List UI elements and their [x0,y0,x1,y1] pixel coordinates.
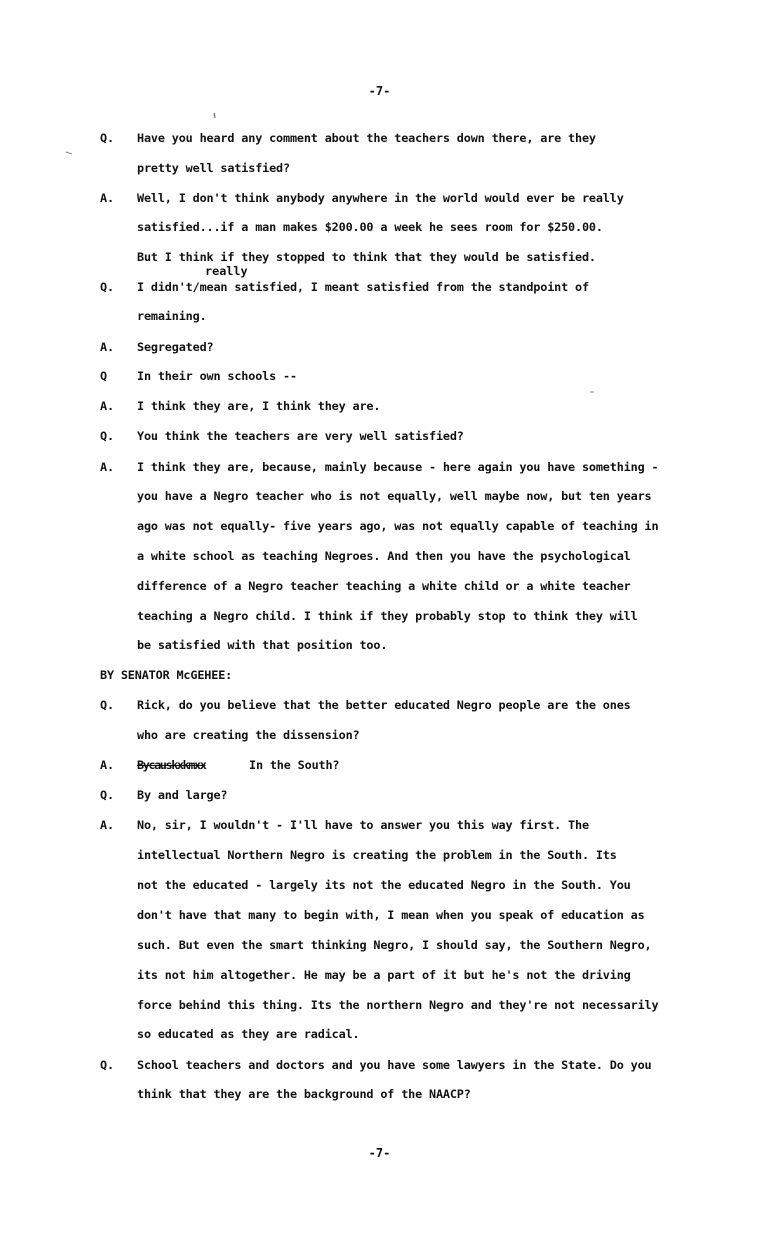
page-number-top: -7- [368,84,391,98]
transcript-line: By and large? [137,788,228,802]
transcript-line: force behind this thing. Its the northern Negro and they're not necessarily [137,998,659,1012]
transcript-line: think that they are the background of the NAACP? [137,1087,471,1101]
transcript-line: No, sir, I wouldn't - I'll have to answer you this way first. The [137,818,589,832]
transcript-line: pretty well satisfied? [137,161,290,175]
line-label: Q. [100,1058,114,1072]
transcript-line: not the educated - largely its not the educated Negro in the South. You [137,878,631,892]
line-label: Q. [100,698,114,712]
transcript-line: don't have that many to begin with, I mean when you speak of education as [137,908,645,922]
transcript-line: But I think if they stopped to think that they would be satisfied. [137,250,596,264]
line-label: A. [100,340,114,354]
transcript-line: be satisfied with that position too. [137,638,388,652]
transcript-line: its not him altogether. He may be a part of it but he's not the driving [137,968,631,982]
transcript-line: Have you heard any comment about the teachers down there, are they [137,131,596,145]
line-label: Q [100,369,107,383]
line-label: Q. [100,131,114,145]
line-label: A. [100,399,114,413]
transcript-line: School teachers and doctors and you have some lawyers in the State. Do you [137,1058,652,1072]
transcript-line: Segregated? [137,340,214,354]
transcript-line: a white school as teaching Negroes. And then you have the psychological [137,549,631,563]
transcript-line: difference of a Negro teacher teaching a white child or a white teacher [137,579,631,593]
page-number-bottom: -7- [368,1146,391,1160]
transcript-line: satisfied...if a man makes $200.00 a week he sees room for $250.00. [137,220,603,234]
scan-mark [66,152,72,154]
transcript-line: I didn't/mean satisfied, I meant satisfied from the standpoint of [137,280,589,294]
line-label: Q. [100,429,114,443]
transcript-line: who are creating the dissension? [137,728,360,742]
transcript-line: I think they are, I think they are. [137,399,381,413]
scan-mark [214,113,215,118]
line-label: Q. [100,788,114,802]
transcript-line: You think the teachers are very well satisfied? [137,429,464,443]
transcript-line: you have a Negro teacher who is not equally, well maybe now, but ten years [137,489,652,503]
line-label: A. [100,460,114,474]
line-label: A. [100,758,114,772]
transcript-line: so educated as they are radical. [137,1027,360,1041]
transcript-line: I think they are, because, mainly because - here again you have something - [137,460,659,474]
transcript-line: ago was not equally- five years ago, was not equally capable of teaching in [137,519,659,533]
struck-out-text: Bycauskxkmxx [137,758,206,772]
transcript-line: In their own schools -- [137,369,297,383]
line-label: A. [100,191,114,205]
transcript-line: Well, I don't think anybody anywhere in the world would ever be really [137,191,624,205]
transcript-line: intellectual Northern Negro is creating the problem in the South. Its [137,848,617,862]
transcript-line: Rick, do you believe that the better educated Negro people are the ones [137,698,631,712]
line-label: A. [100,818,114,832]
speaker-heading: BY SENATOR McGEHEE: [100,668,233,682]
interlinear-insert: really [205,264,248,278]
line-label: Q. [100,280,114,294]
transcript-line: remaining. [137,309,207,323]
transcript-line: such. But even the smart thinking Negro, I should say, the Southern Negro, [137,938,652,952]
transcript-line: teaching a Negro child. I think if they probably stop to think they will [137,609,638,623]
transcript-line: In the South? [249,758,340,772]
